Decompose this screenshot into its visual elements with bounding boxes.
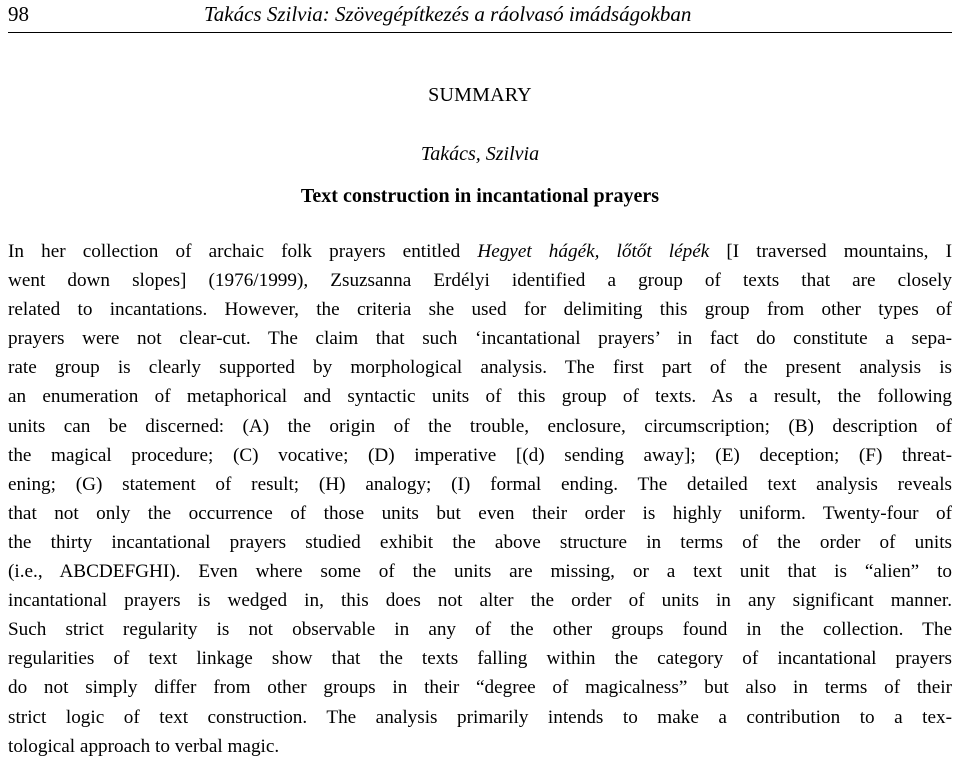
abstract-line: strict logic of text construction. The analysis primarily intends to make a contribution to a tex- — [8, 706, 952, 728]
running-head: Takács Szilvia: Szövegépítkezés a ráolvasó imádságokban — [204, 2, 692, 26]
page-header — [8, 0, 952, 33]
page-number: 98 — [8, 2, 29, 26]
abstract-body — [8, 237, 952, 761]
abstract-line: ening; (G) statement of result; (H) analogy; (I) formal ending. The detailed text analysis reveals — [8, 473, 952, 495]
abstract-line: that not only the occurrence of those units but even their order is highly uniform. Twenty-four of — [8, 502, 952, 524]
abstract-line-italic: Hegyet hágék, lőtőt lépék — [477, 241, 710, 262]
abstract-line: rate group is clearly supported by morphological analysis. The first part of the present analysis is — [8, 357, 952, 379]
article-title: Text construction in incantational prayers — [300, 185, 660, 207]
author-name: Takács, Szilvia — [420, 143, 540, 165]
abstract-line — [8, 237, 952, 266]
abstract-line: related to incantations. However, the criteria she used for delimiting this group from other types of — [8, 299, 952, 321]
abstract-line: the thirty incantational prayers studied exhibit the above structure in terms of the order of units — [8, 531, 952, 553]
abstract-line: an enumeration of metaphorical and syntactic units of this group of texts. As a result, the following — [8, 386, 952, 408]
abstract-line-text: In her collection of archaic folk prayers entitled — [8, 241, 478, 262]
summary-heading: SUMMARY — [428, 84, 532, 106]
abstract-line-rest: [I traversed mountains, I — [709, 241, 952, 262]
abstract-line: prayers were not clear-cut. The claim that such ‘incantational prayers’ in fact do constitute a sepa- — [8, 328, 952, 350]
abstract-line: regularities of text linkage show that the texts falling within the category of incantational prayers — [8, 648, 952, 670]
abstract-line: tological approach to verbal magic. — [8, 735, 280, 757]
abstract-line: incantational prayers is wedged in, this does not alter the order of units in any significant manner. — [8, 590, 952, 612]
abstract-line: do not simply differ from other groups in their “degree of magicalness” but also in terms of their — [8, 677, 952, 699]
abstract-line: went down slopes] (1976/1999), Zsuzsanna Erdélyi identified a group of texts that are closely — [8, 270, 952, 292]
abstract-line: units can be discerned: (A) the origin of the trouble, enclosure, circumscription; (B) description of — [8, 415, 952, 437]
abstract-line: Such strict regularity is not observable in any of the other groups found in the collection. The — [8, 619, 952, 641]
abstract-line: (i.e., ABCDEFGHI). Even where some of the units are missing, or a text unit that is “alien” to — [8, 561, 952, 583]
abstract-line: the magical procedure; (C) vocative; (D) imperative [(d) sending away]; (E) deception; (F) threat- — [8, 444, 952, 466]
